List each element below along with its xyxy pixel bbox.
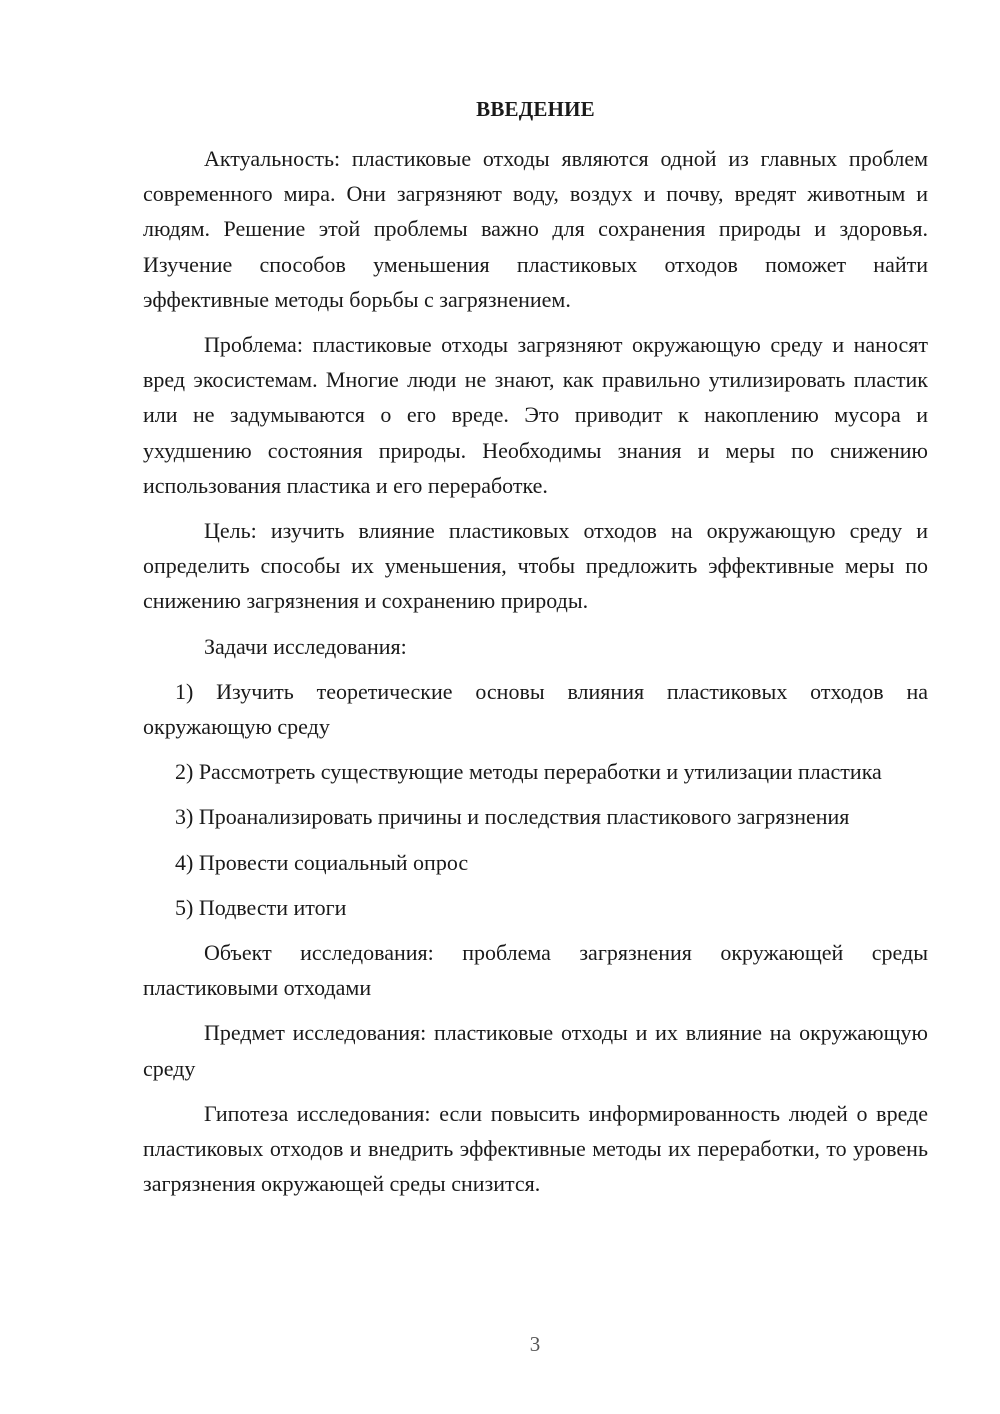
document-body: [143, 92, 928, 1211]
paragraph-goal: Цель: изучить влияние пластиковых отходов на окружающую среду и определить способы их уменьшения, чтобы предложить эффективные меры по снижению загрязнения и сохранению природы.: [143, 518, 928, 614]
paragraph-object: Объект исследования: проблема загрязнения окружающей среды пластиковыми отходами: [143, 940, 928, 1001]
page-number: 3: [529, 1332, 541, 1356]
tasks-title: Задачи исследования:: [204, 633, 407, 659]
paragraph-relevance: Актуальность: пластиковые отходы являются одной из главных проблем современного мира. Они загрязняют воду, воздух и почву, вредят животным и людям. Решение этой проблемы важно для сохранения природы и здоровья. Изучение способов уменьшения пластиковых отходов поможет найти эффективные методы борьбы с загрязнением.: [143, 146, 928, 312]
section-heading: ВВЕДЕНИЕ: [476, 97, 595, 121]
paragraph-problem: Проблема: пластиковые отходы загрязняют окружающую среду и наносят вред экосистемам. Многие люди не знают, как правильно утилизировать пластик или не задумываются о его вреде. Это приводит к накоплению мусора и ухудшению состояния природы. Необходимы знания и меры по снижению использования пластика и его переработке.: [143, 332, 928, 498]
task-item: 1) Изучить теоретические основы влияния пластиковых отходов на окружающую среду: [143, 678, 928, 740]
task-item: 3) Проанализировать причины и последствия пластикового загрязнения: [175, 804, 850, 830]
paragraph-subject: Предмет исследования: пластиковые отходы и их влияние на окружающую среду: [143, 1020, 928, 1081]
task-item: 5) Подвести итоги: [175, 894, 347, 920]
paragraph-hypothesis: Гипотеза исследования: если повысить информированность людей о вреде пластиковых отходов и внедрить эффективные методы их переработки, то уровень загрязнения окружающей среды снизится.: [143, 1100, 928, 1197]
task-item: 4) Провести социальный опрос: [175, 849, 469, 875]
task-item: 2) Рассмотреть существующие методы переработки и утилизации пластика: [175, 759, 882, 785]
